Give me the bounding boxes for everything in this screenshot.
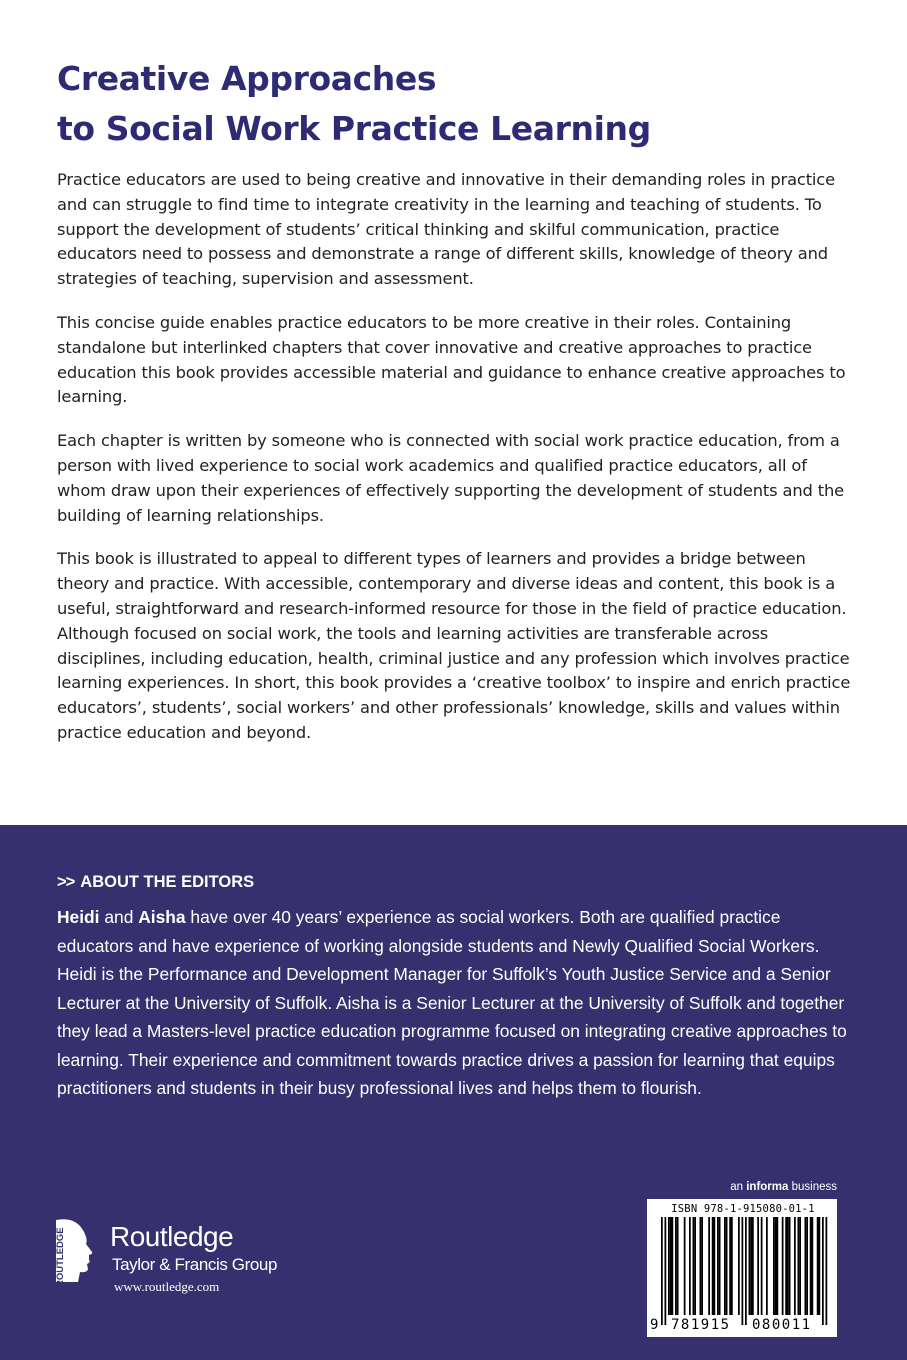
publisher-url: www.routledge.com bbox=[114, 1279, 220, 1294]
barcode-bar bbox=[665, 1217, 667, 1325]
barcode-bar bbox=[789, 1217, 791, 1315]
informa-prefix: an bbox=[730, 1181, 747, 1193]
barcode-bar bbox=[775, 1217, 777, 1315]
informa-suffix: business bbox=[788, 1181, 837, 1193]
description-body bbox=[57, 168, 857, 765]
routledge-logo bbox=[52, 1218, 352, 1303]
barcode-bar bbox=[684, 1217, 686, 1315]
barcode-bar bbox=[693, 1217, 695, 1315]
barcode-bar bbox=[749, 1217, 751, 1315]
barcode-bar bbox=[819, 1217, 821, 1315]
barcode-bar bbox=[738, 1217, 740, 1315]
book-title-line-1: Creative Approaches bbox=[57, 59, 437, 98]
publisher-name: Routledge bbox=[110, 1221, 234, 1252]
barcode-bar bbox=[661, 1217, 663, 1325]
barcode-bar bbox=[724, 1217, 726, 1315]
description-paragraph-2: This concise guide enables practice educators to be more creative in their roles. Containing standalone but interlinked chapters that cover innovative and creative approaches to practice education this book provides accessible material and guidance to enhance creative approaches to learning. bbox=[57, 312, 846, 407]
barcode-bar bbox=[810, 1217, 812, 1315]
editors-and: and bbox=[99, 907, 139, 927]
description-paragraph-1: Practice educators are used to being creative and innovative in their demanding roles in practice and can struggle to find time to integrate creativity in the learning and teaching of students. To support the development of students’ critical thinking and skilful communication, practice educators need to possess and demonstrate a range of different skills, knowledge of theory and strategies of teaching, supervision and assessment. bbox=[57, 170, 835, 289]
barcode-bar bbox=[700, 1217, 702, 1315]
publisher-group: Taylor & Francis Group bbox=[112, 1255, 278, 1274]
barcode-bar bbox=[731, 1217, 733, 1315]
barcode-bar bbox=[826, 1217, 828, 1325]
informa-business-tagline bbox=[730, 1180, 837, 1194]
double-chevron-icon: >> bbox=[57, 873, 75, 891]
informa-brand: informa bbox=[746, 1181, 789, 1193]
barcode-bar bbox=[742, 1217, 744, 1325]
barcode-bar bbox=[717, 1217, 719, 1315]
barcode-bar bbox=[694, 1217, 696, 1315]
barcode-bar bbox=[817, 1217, 819, 1315]
barcode-bar bbox=[672, 1217, 674, 1315]
barcode-bar bbox=[757, 1217, 759, 1315]
barcode-bar bbox=[677, 1217, 679, 1315]
editors-band bbox=[0, 825, 907, 1360]
barcode-bar bbox=[670, 1217, 672, 1315]
barcode-bar bbox=[761, 1217, 763, 1315]
editors-bio: have over 40 years’ experience as social workers. Both are qualified practice educators and have experience of working alongside students and Newly Qualified Social Workers. Heidi is the Performance and Development Manager for Suffolk’s Youth Justice Service and a Senior Lecturer at the University of Suffolk. Aisha is a Senior Lecturer at the University of Suffolk and together they lead a Masters-level practice education programme focused on integrating creative approaches to learning. Their experience and commitment towards practice drives a passion for learning that equips practitioners and students in their busy professional lives and helps them to flourish. bbox=[57, 907, 847, 1098]
barcode-bar bbox=[812, 1217, 814, 1315]
barcode-digits-right: 080011 bbox=[752, 1317, 812, 1333]
barcode-bar bbox=[782, 1217, 784, 1315]
book-title bbox=[57, 54, 651, 154]
routledge-vertical-wordmark: ROUTLEDGE bbox=[55, 1227, 66, 1287]
barcode-digits-left: 781915 bbox=[671, 1317, 731, 1333]
barcode-bar bbox=[726, 1217, 728, 1315]
barcode-bar bbox=[712, 1217, 714, 1315]
barcode-bar bbox=[798, 1217, 800, 1315]
editor-name-heidi: Heidi bbox=[57, 907, 100, 927]
about-editors-text bbox=[57, 903, 847, 1103]
barcode-bar bbox=[822, 1217, 824, 1325]
barcode-bar bbox=[752, 1217, 754, 1315]
barcode-bar bbox=[714, 1217, 716, 1315]
barcode-bar bbox=[787, 1217, 789, 1315]
barcode-bar bbox=[668, 1217, 670, 1315]
barcode-bar bbox=[719, 1217, 721, 1315]
book-title-line-2: to Social Work Practice Learning bbox=[57, 109, 651, 148]
barcode-bar bbox=[708, 1217, 710, 1315]
barcode-bar bbox=[766, 1217, 768, 1315]
barcode-bar bbox=[675, 1217, 677, 1315]
editor-name-aisha: Aisha bbox=[138, 907, 186, 927]
barcode-bar bbox=[689, 1217, 691, 1315]
about-editors-heading bbox=[57, 871, 254, 893]
barcode-bar bbox=[785, 1217, 787, 1315]
barcode-digit-first: 9 bbox=[650, 1317, 660, 1333]
isbn-barcode bbox=[647, 1199, 837, 1337]
barcode-bar bbox=[750, 1217, 752, 1315]
about-editors-heading-text: ABOUT THE EDITORS bbox=[80, 873, 255, 891]
description-paragraph-3: Each chapter is written by someone who is connected with social work practice education, from a person with lived experience to social work academics and qualified practice educators, all of whom draw upon their experiences of effectively supporting the development of students and the building of learning relationships. bbox=[57, 431, 844, 525]
barcode-bar bbox=[777, 1217, 779, 1315]
barcode-bar bbox=[745, 1217, 747, 1325]
barcode-bar bbox=[805, 1217, 807, 1315]
barcode-bar bbox=[773, 1217, 775, 1315]
barcode-bar bbox=[799, 1217, 801, 1315]
isbn-number: ISBN 978-1-915080-01-1 bbox=[671, 1203, 815, 1215]
barcode-bar bbox=[701, 1217, 703, 1315]
barcode-bar bbox=[806, 1217, 808, 1315]
description-paragraph-4: This book is illustrated to appeal to different types of learners and provides a bridge between theory and practice. With accessible, contemporary and diverse ideas and content, this book is a useful, straightforward and research-informed resource for those in the field of practice education. Although focused on social work, the tools and learning activities are transferable across disciplines, including education, health, criminal justice and any profession which involves practice learning experiences. In short, this book provides a ‘creative toolbox’ to inspire and enrich practice educators’, students’, social workers’ and other professionals’ knowledge, skills and values within practice education and beyond. bbox=[57, 549, 851, 742]
barcode-bar bbox=[794, 1217, 796, 1315]
routledge-head-icon bbox=[52, 1218, 108, 1303]
barcode-bar bbox=[729, 1217, 731, 1315]
